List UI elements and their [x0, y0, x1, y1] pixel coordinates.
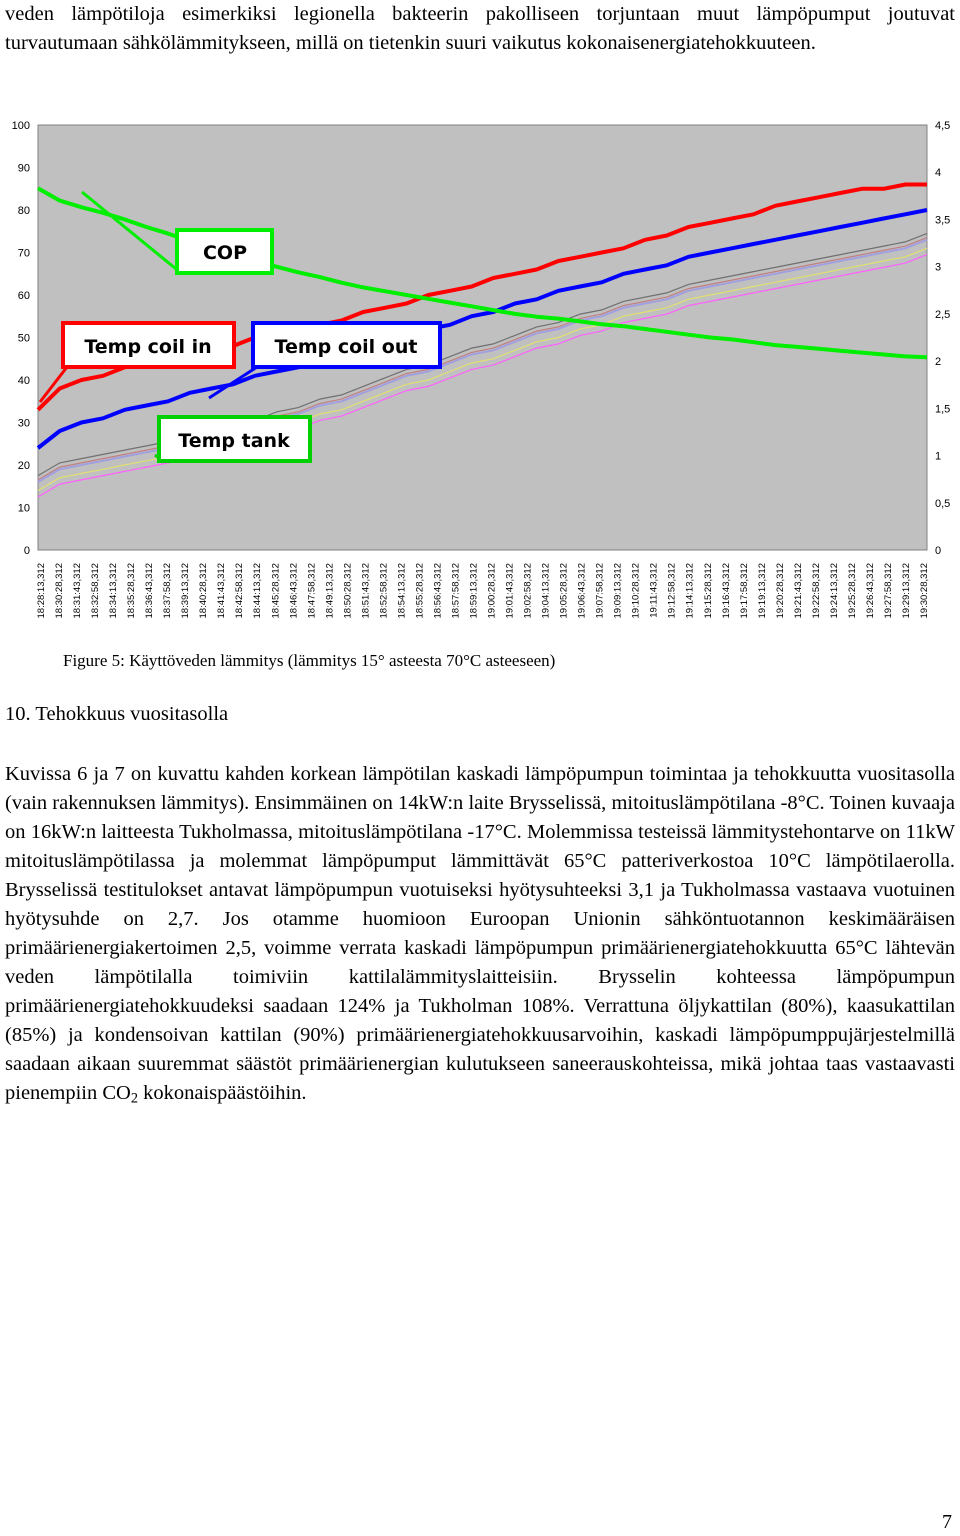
y-tick-label: 10 — [17, 502, 30, 515]
x-tick-label: 18:49:13,312 — [324, 563, 336, 619]
x-tick-label: 18:30:28,312 — [54, 563, 66, 619]
x-tick-label: 18:56:43,312 — [432, 563, 444, 619]
x-tick-label: 19:01:43,312 — [504, 563, 516, 619]
y2-tick-label: 4,5 — [935, 120, 951, 132]
y-tick-label: 80 — [17, 205, 30, 217]
x-tick-label: 18:34:13,312 — [108, 563, 120, 619]
y-tick-label: 70 — [17, 247, 30, 260]
x-tick-label: 18:50:28,312 — [342, 563, 354, 619]
x-tick-label: 19:16:43,312 — [720, 563, 732, 619]
y-tick-label: 30 — [17, 417, 30, 430]
x-tick-label: 19:20:28,312 — [774, 563, 786, 619]
y-tick-label: 60 — [17, 290, 30, 302]
x-tick-label: 19:09:13,312 — [612, 563, 624, 619]
y2-tick-label: 1,5 — [935, 403, 951, 416]
x-tick-label: 19:30:28,312 — [919, 563, 930, 619]
x-tick-label: 18:44:13,312 — [252, 563, 264, 619]
x-tick-label: 18:59:13,312 — [468, 563, 480, 619]
y2-tick-label: 2,5 — [935, 308, 951, 321]
x-tick-label: 18:31:43,312 — [72, 563, 84, 619]
body-text-main: Kuvissa 6 ja 7 on kuvattu kahden korkean lämpötilan kaskadi lämpöpumpun toimintaa ja tehokkuutta vuositasolla (vain rakennuksen lämmitys). Ensimmäinen on 14kW:n laite Brysselissä, mitoituslämpötilana -8°C. Toinen kuvaaja on 16kW:n laitteesta Tukholmassa, mitoituslämpötilana -17°C. Molemmissa testeissä lämmitystehontarve on 11kW mitoituslämpötilassa ja molemmat lämpöpumput lämmittävät 65°C patteriverkostoa 10°C lämpötilaerolla. Brysselissä testitulokset antavat lämpöpumpun vuotuiseksi hyötysuhteeksi 3,1 ja Tukholmassa vastaava vuotuinen hyötysuhde on 2,7. Jos otamme huomioon Euroopan Unionin sähköntuotannon keskimääräisen primäärienergiakertoimen 2,5, voimme verrata kaskadi lämpöpumpun primäärienergiatehokkuutta 65°C lähtevän veden lämpötilalla toimiviin kattilalämmityslaitteisiin. Brysselin kohteessa lämpöpumpun primäärienergiatehokkuudeksi saadaan 124% ja Tukholman 108%. Verrattuna öljykattilan (80%), kaasukattilan (85%) ja kondensoivan kattilan (90%) primäärienergiatehokkuusarvoihin, kaskadi lämpöpumppujärjestelmillä saadaan aikaan suuremmat säästöt primäärienergian kulutukseen saneerauskohteissa, mikä johtaa taas vastaavasti pienempiin CO — [5, 763, 955, 1104]
y-tick-label: 100 — [11, 120, 30, 132]
y-tick-label: 50 — [17, 332, 30, 345]
section-heading: 10. Tehokkuus vuositasolla — [5, 703, 229, 725]
x-tick-label: 19:02:58,312 — [522, 563, 534, 619]
intro-paragraph: veden lämpötiloja esimerkiksi legionella bakteerin pakolliseen torjuntaan muut lämpöpumput joutuvat turvautumaan sähkölämmitykseen, millä on tietenkin suuri vaikutus kokonaisenergiatehokkuuteen. — [5, 3, 955, 54]
x-tick-label: 18:40:28,312 — [198, 563, 210, 619]
x-tick-label: 18:28:13,312 — [36, 563, 47, 619]
x-tick-label: 18:42:58,312 — [234, 563, 246, 619]
x-tick-label: 19:12:58,312 — [666, 563, 678, 619]
x-tick-label: 18:39:13,312 — [180, 563, 192, 619]
figure-caption: Figure 5: Käyttöveden lämmitys (lämmitys 15° asteesta 70°C asteeseen) — [63, 651, 556, 670]
cop-temperature-chart — [0, 110, 960, 630]
annotation-label: Temp tank — [178, 430, 290, 452]
x-tick-label: 19:04:13,312 — [540, 563, 552, 619]
y-tick-label: 20 — [17, 460, 30, 472]
x-tick-label: 19:15:28,312 — [702, 563, 714, 619]
x-tick-label: 19:05:28,312 — [558, 563, 570, 619]
x-tick-label: 18:36:43,312 — [144, 563, 156, 619]
y2-tick-label: 3,5 — [935, 214, 951, 227]
body-text-end: kokonaispäästöihin. — [138, 1082, 307, 1104]
x-tick-label: 19:29:13,312 — [900, 563, 912, 619]
x-tick-label: 19:00:28,312 — [486, 563, 498, 619]
chart-svg — [0, 110, 960, 630]
x-tick-label: 19:24:13,312 — [828, 563, 840, 619]
y2-tick-label: 3 — [935, 261, 942, 274]
x-tick-label: 18:55:28,312 — [414, 563, 426, 619]
x-tick-label: 18:51:43,312 — [360, 563, 372, 619]
x-tick-label: 18:57:58,312 — [450, 563, 462, 619]
x-tick-label: 18:45:28,312 — [270, 563, 282, 619]
x-tick-label: 18:47:58,312 — [306, 563, 318, 619]
x-tick-label: 18:52:58,312 — [378, 563, 390, 619]
y-tick-label: 40 — [17, 375, 30, 387]
y-tick-label: 90 — [17, 162, 30, 175]
x-tick-label: 19:06:43,312 — [576, 563, 588, 619]
y-tick-label: 0 — [23, 545, 30, 557]
x-tick-label: 19:19:13,312 — [756, 563, 768, 619]
x-tick-label: 18:46:43,312 — [288, 563, 300, 619]
y2-tick-label: 0 — [935, 545, 942, 557]
x-tick-label: 19:17:58,312 — [738, 563, 750, 619]
annotation-label: COP — [202, 242, 248, 264]
x-tick-label: 19:22:58,312 — [810, 563, 822, 619]
x-tick-label: 18:54:13,312 — [396, 563, 408, 619]
x-tick-label: 19:07:58,312 — [594, 563, 606, 619]
annotation-label: Temp coil in — [84, 336, 212, 358]
x-tick-label: 18:41:43,312 — [216, 563, 228, 619]
x-tick-label: 19:10:28,312 — [630, 563, 642, 619]
y2-tick-label: 2 — [935, 356, 942, 369]
y2-tick-label: 4 — [935, 167, 942, 180]
x-tick-label: 19:21:43,312 — [792, 563, 804, 619]
x-tick-label: 18:37:58,312 — [162, 563, 174, 619]
x-tick-label: 19:25:28,312 — [846, 563, 858, 619]
x-tick-label: 19:27:58,312 — [882, 563, 894, 619]
x-tick-label: 19:11:43,312 — [648, 563, 660, 618]
body-paragraph — [5, 760, 955, 1108]
x-tick-label: 18:32:58,312 — [90, 563, 102, 619]
co2-subscript: 2 — [130, 1090, 139, 1107]
page-number: 7 — [942, 1511, 952, 1533]
y2-tick-label: 0,5 — [935, 497, 951, 510]
x-tick-label: 18:35:28,312 — [126, 563, 138, 619]
x-tick-label: 19:26:43,312 — [864, 563, 876, 619]
x-tick-label: 19:14:13,312 — [684, 563, 696, 619]
annotation-label: Temp coil out — [274, 336, 418, 358]
y2-tick-label: 1 — [935, 450, 942, 463]
